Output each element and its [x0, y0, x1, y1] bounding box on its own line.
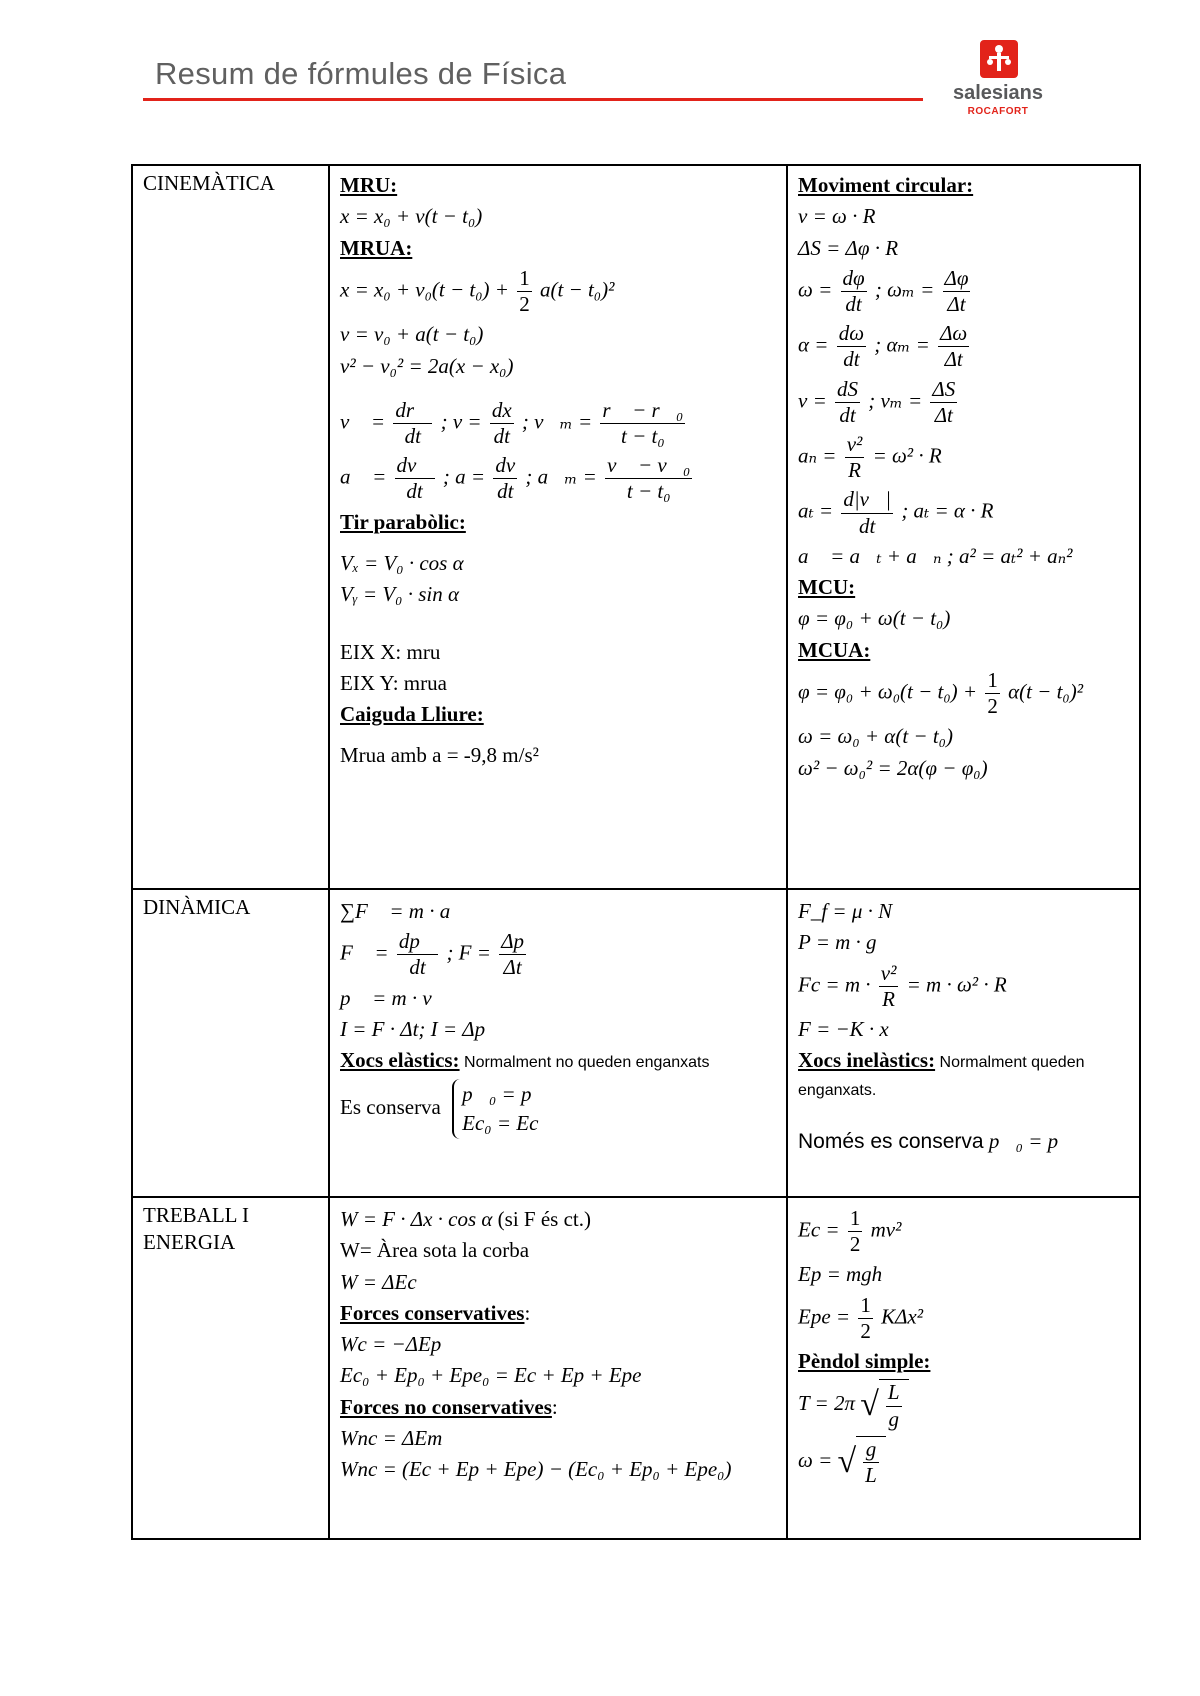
denominator: Δt — [930, 402, 957, 428]
numerator: dS — [837, 376, 858, 401]
denominator: dt — [397, 954, 438, 980]
text-line: Mrua amb a = -9,8 m/s² — [340, 743, 539, 768]
formula — [798, 487, 1129, 538]
formula — [340, 266, 776, 317]
formula: p⃗ = m · v⃗ — [340, 985, 449, 1010]
denominator: L — [865, 1462, 877, 1487]
topic-label: CINEMÀTICA — [143, 171, 275, 195]
page-title: Resum de fórmules de Física — [155, 56, 567, 91]
fraction — [841, 266, 867, 317]
denominator: R — [845, 457, 865, 483]
formula: x = x₀ + v(t − t₀) — [340, 204, 483, 229]
fraction — [886, 1380, 902, 1431]
fraction — [930, 377, 957, 428]
denominator: dt — [841, 513, 893, 539]
fraction — [605, 453, 692, 504]
formula: ω = ω₀ + α(t − t₀) — [798, 724, 953, 749]
formula: p⃗₀ = p⃗ — [988, 1128, 1075, 1153]
numerator: dr⃗ — [395, 397, 431, 422]
denominator: Δt — [943, 291, 971, 317]
fraction — [837, 321, 866, 372]
fraction — [848, 1206, 863, 1257]
formula — [798, 1293, 1129, 1344]
numerator: ΔS — [932, 376, 956, 401]
section-heading: Forces conservatives — [340, 1300, 525, 1325]
formula: P = m · g — [798, 930, 877, 955]
energia-left-cell — [329, 1197, 787, 1539]
denominator: dt — [393, 423, 432, 449]
note-text: Normalment queden enganxats. — [798, 1054, 1085, 1099]
formula: Wnc = ΔEm — [340, 1426, 443, 1451]
formula — [798, 1436, 1129, 1488]
formula — [798, 668, 1129, 719]
formula-part: ; aₜ = α · R — [901, 498, 994, 523]
fraction — [985, 668, 1000, 719]
numerator: Δp — [501, 929, 525, 954]
fraction — [943, 266, 971, 317]
formula — [798, 266, 1129, 317]
dinamica-right-cell — [787, 889, 1140, 1197]
fraction — [863, 1437, 879, 1488]
text-line: EIX Y: mrua — [340, 670, 447, 695]
denominator: 2 — [987, 694, 998, 719]
denominator: dt — [835, 402, 860, 428]
denominator: dt — [837, 346, 866, 372]
formula — [340, 929, 776, 980]
denominator: dt — [395, 478, 435, 504]
formula-part: α = — [798, 332, 829, 357]
numerator: g — [865, 1436, 877, 1461]
formula-part: ; a⃗ₘ = — [525, 464, 597, 489]
punctuation: : — [551, 1394, 558, 1419]
title-underline — [143, 98, 923, 101]
fraction — [397, 929, 438, 980]
formula-part: ; v⃗ₘ = — [521, 409, 593, 434]
denominator: 2 — [860, 1318, 871, 1343]
fraction — [499, 929, 526, 980]
formula: ∑F⃗ = m · a⃗ — [340, 899, 467, 923]
numerator: v² — [880, 960, 897, 985]
text-line — [340, 1206, 776, 1233]
formula-part: a(t − t₀)² — [539, 277, 615, 302]
square-root — [838, 1436, 886, 1488]
formula-part: v⃗ = — [340, 409, 386, 434]
fraction — [600, 398, 685, 449]
punctuation: : — [524, 1300, 531, 1325]
section-heading: Forces no conservatives — [340, 1394, 552, 1419]
fraction — [858, 1293, 873, 1344]
denominator: 2 — [519, 292, 530, 317]
formula: φ = φ₀ + ω(t − t₀) — [798, 606, 951, 631]
radicand — [856, 1436, 886, 1488]
denominator: dt — [490, 423, 514, 449]
text-block — [798, 1047, 1129, 1102]
text-line — [798, 1128, 1129, 1155]
formula-part: F⃗ = — [340, 940, 389, 965]
numerator: r⃗ − r⃗₀ — [602, 397, 684, 422]
formula: p⃗₀ = p⃗ — [462, 1081, 548, 1106]
denominator: dt — [493, 478, 517, 504]
conservation-block — [340, 1079, 776, 1140]
formula-part: = m · ω² · R — [906, 972, 1007, 997]
logo-name: salesians — [952, 82, 1044, 104]
denominator: R — [879, 986, 899, 1012]
cinematica-left-cell — [329, 165, 787, 889]
formula-part: mv² — [870, 1217, 902, 1242]
numerator: 1 — [519, 265, 530, 290]
numerator: 1 — [849, 1206, 861, 1230]
section-heading: Tir parabòlic: — [340, 509, 466, 534]
formula-part: aₜ = — [798, 498, 834, 523]
numerator: dω — [838, 321, 865, 346]
formula-part: α(t − t₀)² — [1008, 679, 1084, 704]
numerator: d|v⃗| — [843, 487, 892, 512]
denominator: Δt — [499, 954, 526, 980]
section-heading: MRU: — [340, 173, 398, 197]
formula: W = F · Δx · cos α — [340, 1207, 493, 1231]
numerator: Δω — [940, 321, 968, 346]
formula-part: φ = φ₀ + ω₀(t − t₀) + — [798, 679, 978, 704]
fraction — [493, 453, 517, 504]
fraction — [490, 398, 514, 449]
section-heading: Caiguda Lliure: — [340, 702, 484, 727]
radicand — [879, 1379, 909, 1431]
fraction — [879, 961, 899, 1012]
radical-sign-icon: √ — [837, 1442, 857, 1480]
formula: Wnc = (Ec + Ep + Epe) − (Ec₀ + Ep₀ + Epe₀) — [340, 1457, 732, 1482]
section-heading: Xocs inelàstics: — [798, 1048, 936, 1073]
formula: F = −K · x — [798, 1016, 889, 1041]
text-line — [340, 1300, 776, 1327]
formula — [798, 961, 1129, 1012]
numerator: L — [887, 1380, 900, 1405]
formula: Ep = mgh — [798, 1262, 883, 1287]
formula-part: ; v = — [440, 409, 482, 434]
formula: ω² − ω₀² = 2α(φ − φ₀) — [798, 755, 988, 780]
formula-part: T = 2π — [798, 1391, 855, 1416]
text-label: Es conserva — [340, 1094, 441, 1119]
formula-part: Fc = m · — [798, 972, 871, 997]
cinematica-right-cell — [787, 165, 1140, 889]
formula — [798, 1206, 1129, 1257]
formula-part: = ω² · R — [872, 443, 942, 468]
formula — [340, 453, 776, 504]
formula: v = ω · R — [798, 204, 876, 229]
formula-part: KΔx² — [881, 1304, 924, 1329]
section-heading: MRUA: — [340, 235, 413, 260]
topic-cell — [132, 1197, 329, 1539]
dinamica-left-cell — [329, 889, 787, 1197]
table-row-cinematica — [132, 165, 1140, 889]
radical-sign-icon: √ — [860, 1386, 879, 1424]
table-row-treball-energia — [132, 1197, 1140, 1539]
formula: Vᵧ = V₀ · sin α — [340, 582, 459, 607]
formula-part: x = x₀ + v₀(t − t₀) + — [340, 277, 509, 302]
denominator: dt — [841, 291, 867, 317]
numerator: 1 — [987, 667, 998, 692]
formula: v² − v₀² = 2a(x − x₀) — [340, 353, 514, 378]
fraction — [393, 398, 432, 449]
formula: Ec₀ + Ep₀ + Epe₀ = Ec + Ep + Epe — [340, 1363, 642, 1388]
formula — [798, 1379, 1129, 1431]
formula — [798, 432, 1129, 483]
formula-part: ; αₘ = — [874, 332, 930, 357]
formula: Wc = −ΔEp — [340, 1332, 442, 1357]
numerator: v² — [846, 432, 863, 457]
text-line: EIX X: mru — [340, 639, 441, 664]
formula-part: v = — [798, 388, 827, 413]
salesians-logo — [948, 40, 1048, 120]
numerator: dv⃗ — [396, 453, 433, 478]
fraction — [395, 453, 435, 504]
formula-part: aₙ = — [798, 443, 837, 468]
section-heading: MCUA: — [798, 637, 871, 662]
formula: ΔS = Δφ · R — [798, 235, 899, 260]
numerator: dx — [491, 397, 512, 422]
denominator: g — [886, 1406, 902, 1432]
energia-right-cell — [787, 1197, 1140, 1539]
formula-part: ; vₘ = — [868, 388, 923, 413]
formula-table — [131, 164, 1141, 1540]
numerator: v⃗ − v⃗₀ — [607, 453, 691, 478]
denominator: t − t₀ — [600, 423, 685, 449]
note-text: (si F és ct.) — [492, 1207, 591, 1231]
fraction — [938, 321, 969, 372]
fraction — [841, 487, 893, 538]
section-heading: Moviment circular: — [798, 173, 974, 197]
topic-cell — [132, 889, 329, 1197]
denominator: Δt — [938, 346, 969, 372]
text-label: Només es conserva — [798, 1129, 984, 1153]
formula-part: ; F = — [446, 940, 491, 965]
formula-part: ω = — [798, 1447, 833, 1472]
formula — [798, 377, 1129, 428]
denominator: t − t₀ — [605, 478, 692, 504]
formula: a⃗ = a⃗ₜ + a⃗ₙ ; a² = aₜ² + aₙ² — [798, 543, 1073, 568]
formula-part: a⃗ = — [340, 464, 387, 489]
logo-subtitle: ROCAFORT — [967, 106, 1029, 117]
formula-part: Epe = — [798, 1304, 851, 1329]
text-line — [340, 1047, 776, 1074]
formula-part: ω = — [798, 277, 833, 302]
note-text: Normalment no queden enganxats — [459, 1054, 710, 1072]
square-root — [860, 1379, 908, 1431]
topic-label: TREBALL I ENERGIA — [143, 1203, 249, 1255]
formula: Ec₀ = Ec — [462, 1110, 539, 1135]
topic-label: DINÀMICA — [143, 895, 251, 919]
section-heading: MCU: — [798, 575, 856, 600]
section-heading: Xocs elàstics: — [340, 1048, 460, 1073]
formula — [798, 321, 1129, 372]
formula: v = v₀ + a(t − t₀) — [340, 322, 484, 347]
formula-part: Ec = — [798, 1217, 840, 1242]
text-line: W= Àrea sota la corba — [340, 1238, 530, 1263]
formula: Vₓ = V₀ · cos α — [340, 550, 464, 575]
numerator: dp⃗ — [398, 929, 437, 954]
formula-part: ; a = — [442, 464, 486, 489]
numerator: dφ — [842, 265, 865, 290]
fraction — [845, 432, 865, 483]
section-heading: Pèndol simple: — [798, 1349, 931, 1374]
fraction — [835, 377, 860, 428]
formula: F_f = μ · N — [798, 899, 893, 923]
denominator: 2 — [849, 1232, 861, 1257]
numerator: dv — [495, 453, 516, 478]
formula-part: ; ωₘ = — [874, 277, 935, 302]
formula — [340, 398, 776, 449]
brace-system — [452, 1079, 548, 1140]
numerator: 1 — [860, 1292, 871, 1317]
logo-emblem-icon — [980, 40, 1018, 78]
formula: W = ΔEc — [340, 1269, 417, 1294]
text-line — [340, 1394, 776, 1421]
numerator: Δφ — [944, 265, 969, 290]
fraction — [517, 266, 532, 317]
topic-cell — [132, 165, 329, 889]
formula: I = F · Δt; I = Δp — [340, 1016, 486, 1041]
table-row-dinamica — [132, 889, 1140, 1197]
